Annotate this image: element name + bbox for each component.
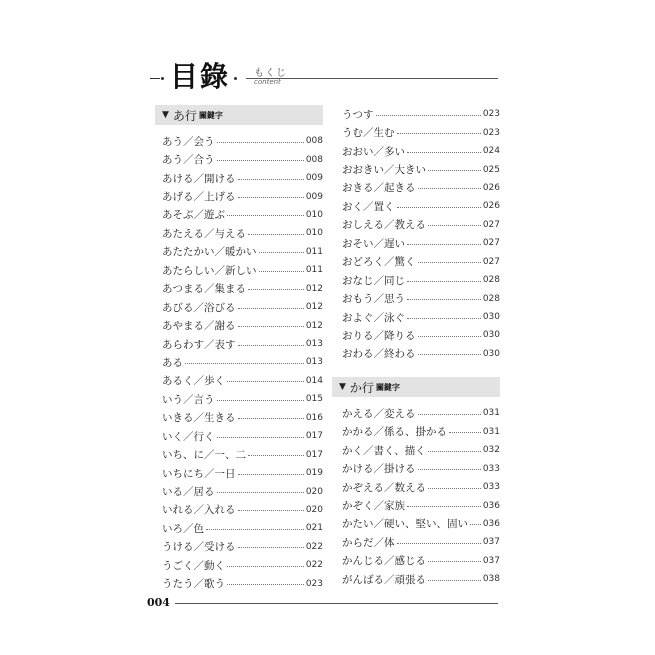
entry-word: うごく／動く [162, 559, 225, 572]
entry-word: かぞく／家族 [342, 500, 405, 513]
dot-leader [238, 197, 304, 198]
dot-leader [238, 547, 304, 548]
entry-page-number: 008 [305, 136, 323, 147]
entry-word: あびる／浴びる [162, 301, 236, 314]
dot-leader [238, 418, 304, 419]
toc-entry [332, 459, 500, 477]
entry-word: いく／行く [162, 430, 215, 443]
entry-page-number: 025 [482, 164, 500, 175]
dot-leader [428, 170, 481, 171]
entry-page-number: 009 [305, 173, 323, 184]
dot-leader [259, 271, 304, 272]
toc-entry [155, 261, 323, 279]
entry-word: あげる／上げる [162, 191, 236, 204]
entry-page-number: 024 [482, 146, 500, 157]
entry-page-number: 031 [482, 426, 500, 437]
entry-word: いれる／入れる [162, 504, 236, 517]
entry-word: いる／居る [162, 486, 215, 499]
entry-page-number: 022 [305, 541, 323, 552]
entry-word: かえる／変える [342, 407, 416, 420]
dot-leader [397, 207, 481, 208]
toc-entry [332, 478, 500, 496]
section-header-a [155, 105, 323, 125]
toc-entry [332, 197, 500, 215]
entry-word: おしえる／教える [342, 219, 426, 232]
dot-leader [418, 336, 481, 337]
toc-entry [155, 445, 323, 463]
entry-page-number: 026 [482, 201, 500, 212]
toc-entry [332, 533, 500, 551]
entry-page-number: 013 [305, 357, 323, 368]
dot-leader [259, 252, 304, 253]
entry-word: からだ／体 [342, 536, 395, 549]
entry-word: おきる／起きる [342, 182, 416, 195]
toc-entry [155, 187, 323, 205]
dot-leader [407, 318, 481, 319]
dot-leader [248, 455, 304, 456]
section-header-ka [332, 377, 500, 397]
dot-leader [397, 543, 481, 544]
dot-leader [397, 133, 481, 134]
title-block [150, 60, 498, 96]
entry-word: いちにち／一日 [162, 467, 236, 480]
toc-entry [332, 234, 500, 252]
toc-entry [332, 179, 500, 197]
entry-page-number: 009 [305, 191, 323, 202]
entry-page-number: 021 [305, 523, 323, 534]
entry-page-number: 036 [482, 518, 500, 529]
toc-entry [332, 271, 500, 289]
entry-page-number: 032 [482, 445, 500, 456]
dot-leader [217, 142, 304, 143]
dot-leader [376, 115, 481, 116]
section-label: か行 [349, 380, 374, 395]
entry-word: およぐ／泳ぐ [342, 311, 405, 324]
dot-leader [428, 488, 481, 489]
entry-word: うたう／歌う [162, 578, 225, 591]
toc-entry [155, 280, 323, 298]
entry-word: あそぶ／遊ぶ [162, 209, 225, 222]
entry-page-number: 012 [305, 302, 323, 313]
entry-page-number: 028 [482, 293, 500, 304]
dot-leader [418, 262, 481, 263]
entry-word: おく／置く [342, 200, 395, 213]
toc-entry [155, 169, 323, 187]
dot-leader [206, 529, 304, 530]
toc-entry [332, 105, 500, 123]
entry-word: あう／合う [162, 154, 215, 167]
entry-list-left [155, 132, 323, 593]
toc-entry [155, 132, 323, 150]
toc-entry [332, 142, 500, 160]
toc-entry [155, 538, 323, 556]
toc-entry [155, 501, 323, 519]
title-kana: もくじ [254, 68, 287, 79]
dot-leader [238, 308, 304, 309]
toc-entry [155, 464, 323, 482]
toc-entry [155, 427, 323, 445]
dot-leader [217, 160, 304, 161]
page-title: 目錄 [170, 60, 231, 93]
entry-word: かく／書く、描く [342, 444, 426, 457]
dot-leader [407, 244, 481, 245]
entry-page-number: 038 [482, 574, 500, 585]
toc-entry [155, 298, 323, 316]
entry-word: かかる／係る、掛かる [342, 426, 447, 439]
triangle-down-icon: ▼ [162, 110, 169, 120]
toc-entry [155, 390, 323, 408]
entry-page-number: 020 [305, 486, 323, 497]
dot-leader [217, 400, 304, 401]
toc-entry [332, 160, 500, 178]
title-english: content [254, 78, 281, 86]
section-label: あ行 [172, 108, 197, 123]
triangle-down-icon: ▼ [339, 382, 346, 393]
entry-page-number: 037 [482, 555, 500, 566]
entry-page-number: 027 [482, 256, 500, 267]
dot-leader [418, 469, 481, 470]
dot-leader [428, 580, 481, 581]
entry-page-number: 012 [305, 320, 323, 331]
entry-word: がんばる／頑張る [342, 573, 426, 586]
dot-leader [238, 474, 304, 475]
toc-entry [332, 570, 500, 588]
entry-word: うむ／生む [342, 127, 395, 140]
dot-leader [238, 326, 304, 327]
entry-word: おおきい／大きい [342, 164, 426, 177]
toc-entry [155, 353, 323, 371]
dot-leader [407, 506, 481, 507]
entry-page-number: 027 [482, 219, 500, 230]
entry-page-number: 019 [305, 468, 323, 479]
toc-entry [332, 423, 500, 441]
entry-page-number: 010 [305, 209, 323, 220]
toc-entry [332, 552, 500, 570]
title-left-ornament [150, 78, 160, 79]
entry-page-number: 033 [482, 463, 500, 474]
entry-page-number: 012 [305, 283, 323, 294]
entry-word: かける／掛ける [342, 463, 416, 476]
entry-page-number: 008 [305, 154, 323, 165]
toc-entry [332, 216, 500, 234]
entry-word: いう／言う [162, 393, 215, 406]
entry-page-number: 030 [482, 348, 500, 359]
dot-leader [238, 179, 304, 180]
toc-entry [332, 123, 500, 141]
toc-entry [332, 496, 500, 514]
toc-entry [155, 575, 323, 593]
entry-word: おりる／降りる [342, 329, 416, 342]
entry-page-number: 031 [482, 408, 500, 419]
entry-word: おどろく／驚く [342, 256, 416, 269]
entry-word: かんじる／感じる [342, 555, 426, 568]
entry-page-number: 023 [482, 109, 500, 120]
entry-page-number: 023 [482, 127, 500, 138]
entry-word: あける／開ける [162, 172, 236, 185]
entry-page-number: 030 [482, 312, 500, 323]
entry-word: おなじ／同じ [342, 274, 405, 287]
dot-leader [418, 414, 481, 415]
toc-entry [155, 316, 323, 334]
entry-page-number: 016 [305, 412, 323, 423]
dot-leader [428, 225, 481, 226]
dot-leader [227, 566, 304, 567]
entry-page-number: 027 [482, 238, 500, 249]
toc-entry [155, 372, 323, 390]
entry-page-number: 017 [305, 431, 323, 442]
dot-leader [227, 584, 304, 585]
dot-leader [407, 152, 481, 153]
toc-entry [332, 404, 500, 422]
toc-entry [155, 409, 323, 427]
entry-word: あやまる／謝る [162, 320, 236, 333]
page-footer [147, 596, 498, 610]
entry-page-number: 010 [305, 228, 323, 239]
section-sublabel: 關鍵字 [375, 382, 400, 392]
entry-page-number: 022 [305, 560, 323, 571]
dot-leader [238, 510, 304, 511]
toc-entry [155, 150, 323, 168]
dot-leader [227, 381, 304, 382]
dot-leader [407, 281, 481, 282]
toc-entry [155, 243, 323, 261]
entry-word: おわる／終わる [342, 348, 416, 361]
dot-leader [238, 345, 304, 346]
dot-leader [449, 432, 481, 433]
entry-word: あらわす／表す [162, 338, 236, 351]
entry-page-number: 033 [482, 482, 500, 493]
entry-word: あつまる／集まる [162, 283, 246, 296]
toc-entry [155, 482, 323, 500]
entry-page-number: 015 [305, 394, 323, 405]
entry-page-number: 020 [305, 504, 323, 515]
entry-word: あたたかい／暖かい [162, 246, 257, 259]
dot-leader [217, 437, 304, 438]
dot-leader [248, 289, 304, 290]
entry-page-number: 011 [305, 265, 323, 276]
toc-entry [332, 326, 500, 344]
entry-page-number: 017 [305, 449, 323, 460]
entry-page-number: 023 [305, 578, 323, 589]
toc-entry [332, 441, 500, 459]
dot-leader [217, 492, 304, 493]
entry-word: いろ／色 [162, 522, 204, 535]
entry-page-number: 028 [482, 275, 500, 286]
entry-word: かたい／硬い、堅い、固い [342, 518, 468, 531]
toc-entry [155, 206, 323, 224]
entry-page-number: 011 [305, 246, 323, 257]
toc-entry [332, 515, 500, 533]
entry-page-number: 014 [305, 375, 323, 386]
entry-page-number: 026 [482, 182, 500, 193]
toc-entry [155, 519, 323, 537]
entry-page-number: 036 [482, 500, 500, 511]
dot-leader [470, 524, 481, 525]
entry-word: うつす [342, 108, 374, 121]
toc-entry [332, 308, 500, 326]
toc-entry [155, 556, 323, 574]
toc-entry [155, 335, 323, 353]
toc-entry [332, 289, 500, 307]
entry-word: ある [162, 356, 183, 369]
entry-list-right-ka [332, 404, 500, 588]
entry-word: おおい／多い [342, 145, 405, 158]
entry-word: あたえる／与える [162, 227, 246, 240]
dot-leader [428, 561, 481, 562]
entry-list-right-a [332, 105, 500, 363]
entry-word: あう／会う [162, 135, 215, 148]
entry-word: あたらしい／新しい [162, 264, 257, 277]
entry-word: あるく／歩く [162, 375, 225, 388]
entry-page-number: 037 [482, 537, 500, 548]
title-right-ornament [234, 77, 237, 80]
dot-leader [428, 451, 481, 452]
dot-leader [418, 188, 481, 189]
toc-entry [332, 253, 500, 271]
dot-leader [248, 234, 304, 235]
entry-word: いち、に／一、二 [162, 449, 246, 462]
entry-word: いきる／生きる [162, 412, 236, 425]
footer-rule [175, 603, 498, 604]
left-column [155, 105, 323, 593]
toc-entry [332, 345, 500, 363]
entry-page-number: 030 [482, 330, 500, 341]
dot-leader [407, 299, 481, 300]
dot-leader [418, 354, 481, 355]
toc-entry [155, 224, 323, 242]
dot-leader [185, 363, 304, 364]
entry-word: おもう／思う [342, 293, 405, 306]
entry-page-number: 013 [305, 339, 323, 350]
entry-word: うける／受ける [162, 541, 236, 554]
page-number: 004 [147, 596, 170, 609]
dot-leader [227, 215, 304, 216]
entry-word: おそい／遅い [342, 237, 405, 250]
right-column [332, 105, 500, 589]
section-sublabel: 關鍵字 [198, 110, 223, 120]
entry-word: かぞえる／数える [342, 481, 426, 494]
